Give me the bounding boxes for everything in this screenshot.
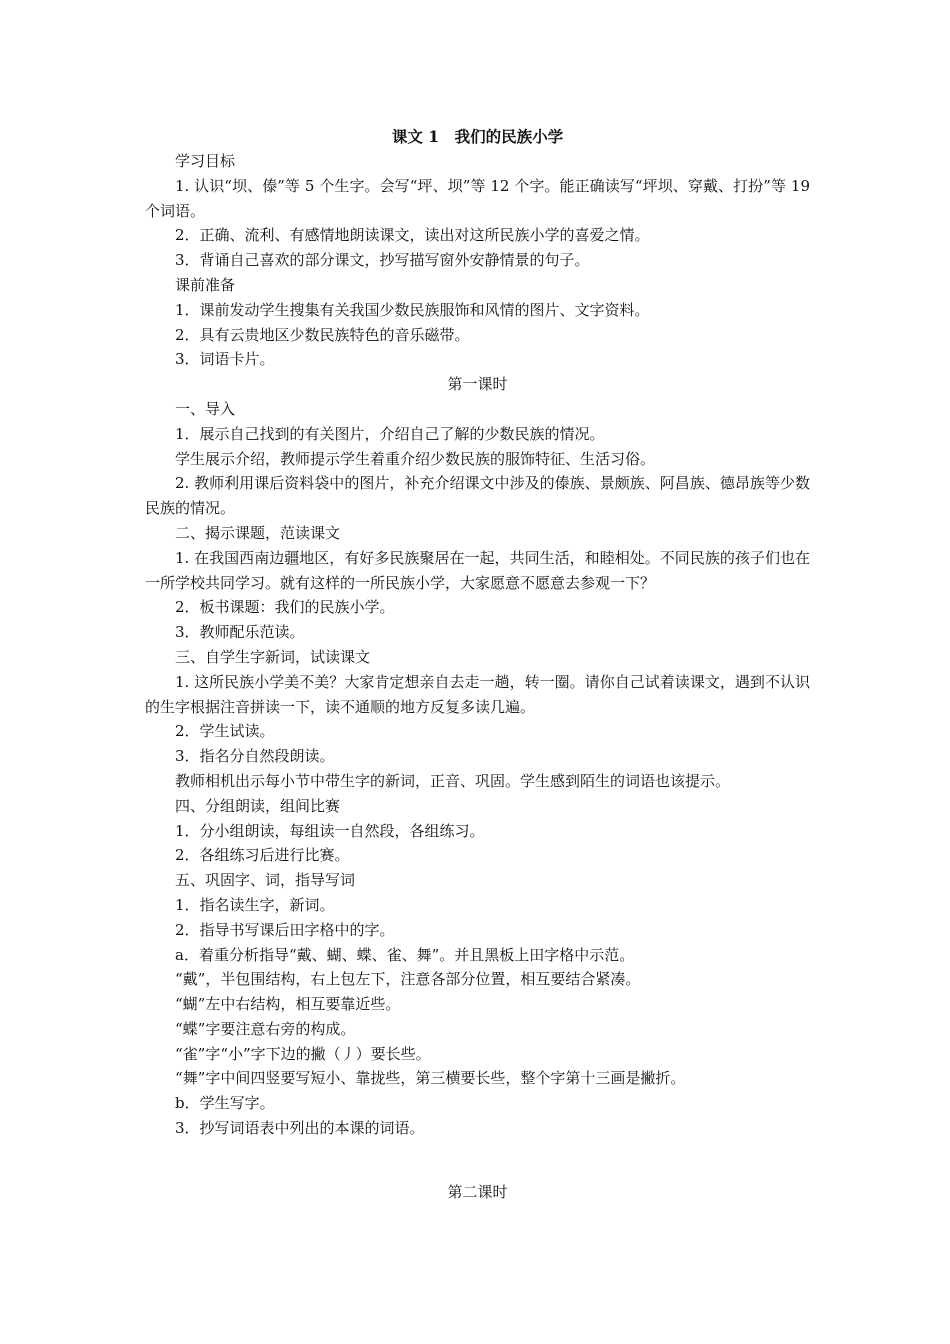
- prep-item: 3．词语卡片。: [175, 350, 275, 369]
- paragraph: 1．展示自己找到的有关图片，介绍自己了解的少数民族的情况。: [175, 424, 605, 443]
- paragraph: 1．分小组朗读，每组读一自然段，各组练习。: [175, 821, 485, 840]
- paragraph: 教师相机出示每小节中带生字的新词，正音、巩固。学生感到陌生的词语也该提示。: [175, 771, 731, 790]
- paragraph: 3．抄写词语表中列出的本课的词语。: [175, 1119, 425, 1138]
- prep-heading: 课前准备: [175, 275, 236, 294]
- objectives-heading: 学习目标: [175, 152, 236, 170]
- paragraph: a．着重分析指导“戴、蝴、蝶、雀、舞”。并且黑板上田字格中示范。: [175, 945, 635, 964]
- objective-item: 3．背诵自己喜欢的部分课文，抄写描写窗外安静情景的句子。: [175, 251, 590, 270]
- lesson1-heading: 第一课时: [447, 375, 508, 394]
- paragraph: 2．学生试读。: [175, 722, 275, 741]
- paragraph: “蝴”左中右结构，相互要靠近些。: [175, 995, 401, 1014]
- paragraph: “雀”字“小”字下边的撇（丿）要长些。: [175, 1044, 431, 1063]
- part4-heading: 四、分组朗读，组间比赛: [175, 796, 341, 815]
- prep-item: 2．具有云贵地区少数民族特色的音乐磁带。: [175, 325, 470, 344]
- paragraph: 1. 在我国西南边疆地区，有好多民族聚居在一起，共同生活，和睦相处。不同民族的孩子们也在一所学校共同学习。就有这样的一所民族小学，大家愿意不愿意去参观一下？: [145, 548, 810, 592]
- paragraph: “戴”，半包围结构，右上包左下，注意各部分位置，相互要结合紧凑。: [175, 970, 641, 989]
- objective-item: 2．正确、流利、有感情地朗读课文，读出对这所民族小学的喜爱之情。: [175, 226, 650, 245]
- part2-heading: 二、揭示课题，范读课文: [175, 523, 341, 542]
- paragraph: “舞”字中间四竖要写短小、靠拢些，第三横要长些，整个字第十三画是撇折。: [175, 1069, 686, 1088]
- paragraph: b．学生写字。: [175, 1094, 275, 1113]
- section-spacer: [145, 1141, 810, 1180]
- lesson2-heading: 第二课时: [447, 1182, 508, 1201]
- part5-heading: 五、巩固字、词，指导写词: [175, 871, 356, 890]
- document-body: [145, 124, 810, 1205]
- document-title: 课文 1 我们的民族小学: [391, 127, 564, 146]
- paragraph: 3．指名分自然段朗读。: [175, 747, 335, 766]
- objective-item: 1. 认识“坝、傣”等 5 个生字。会写“坪、坝”等 12 个字。能正确读写“坪坝、穿戴、打扮”等 19 个词语。: [145, 176, 810, 220]
- prep-item: 1．课前发动学生搜集有关我国少数民族服饰和风情的图片、文字资料。: [175, 300, 650, 319]
- paragraph: 2．板书课题：我们的民族小学。: [175, 598, 395, 617]
- paragraph: 2．指导书写课后田字格中的字。: [175, 920, 395, 939]
- paragraph: “蝶”字要注意右旁的构成。: [175, 1019, 356, 1038]
- paragraph: 学生展示介绍，教师提示学生着重介绍少数民族的服饰特征、生活习俗。: [175, 449, 656, 468]
- part3-heading: 三、自学生字新词，试读课文: [175, 647, 371, 666]
- paragraph: 3．教师配乐范读。: [175, 623, 305, 642]
- paragraph: 1. 这所民族小学美不美？大家肯定想亲自去走一趟，转一圈。请你自己试着读课文，遇到不认识的生字根据注音拼读一下，读不通顺的地方反复多读几遍。: [145, 672, 810, 716]
- part1-heading: 一、导入: [175, 399, 236, 418]
- paragraph: 1．指名读生字，新词。: [175, 895, 335, 914]
- paragraph: 2. 教师利用课后资料袋中的图片，补充介绍课文中涉及的傣族、景颇族、阿昌族、德昂族等少数民族的情况。: [145, 474, 810, 518]
- paragraph: 2．各组练习后进行比赛。: [175, 846, 350, 865]
